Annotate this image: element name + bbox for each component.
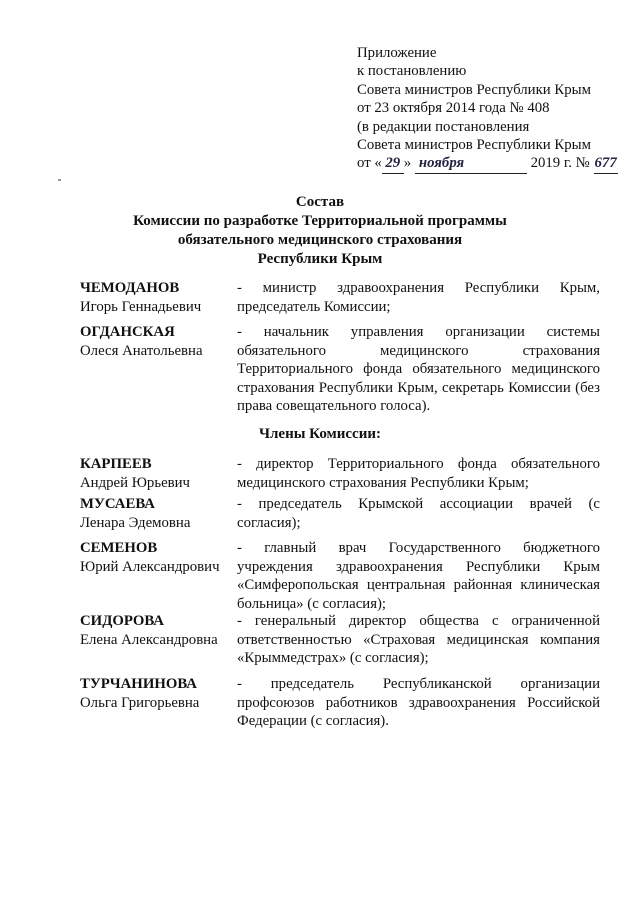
member-role: - председатель Республиканской организации профсоюзов работников здравоохранения Российской Федерации (с согласия). — [237, 676, 600, 730]
appendix-line: Совета министров Республики Крым — [357, 81, 591, 98]
member-surname: ЧЕМОДАНОВ — [80, 280, 180, 296]
member-role: - главный врач Государственного бюджетного учреждения здравоохранения Республики Крым «Симферопольская центральная районная клиническая больница» (с согласия); — [237, 540, 600, 612]
member-role: - председатель Крымской ассоциации врачей (с согласия); — [237, 496, 600, 531]
scan-speck — [58, 179, 61, 181]
appendix-line: к постановлению — [357, 63, 467, 80]
title-line: Республики Крым — [257, 251, 383, 267]
appendix-line: от 23 октября 2014 года № 408 — [357, 100, 550, 117]
member-name: Ольга Григорьевна — [80, 694, 200, 711]
title-line: Состав — [295, 194, 345, 210]
member-name: Игорь Геннадьевич — [80, 298, 202, 315]
member-role: - начальник управления организации системы обязательного медицинского страхования Территориального фонда обязательного медицинского страхования Республики Крым, секретарь Комиссии (без права совещательного голоса). — [237, 324, 600, 415]
member-name: Андрей Юрьевич — [80, 474, 190, 491]
member-name: Олеся Анатольевна — [80, 342, 203, 359]
appendix-line: Совета министров Республики Крым — [357, 137, 591, 154]
member-role: - министр здравоохранения Республики Крым, председатель Комиссии; — [237, 280, 600, 315]
member-name: Елена Александровна — [80, 631, 218, 648]
title-line: обязательного медицинского страхования — [177, 232, 463, 248]
appendix-header — [357, 44, 618, 174]
handwritten-day: 29 — [382, 154, 404, 173]
date-year: 2019 г. № — [530, 155, 590, 172]
member-name: Юрий Александрович — [80, 558, 220, 575]
member-surname: КАРПЕЕВ — [80, 456, 152, 472]
member-surname: ТУРЧАНИНОВА — [80, 676, 197, 692]
handwritten-month: ноября — [415, 154, 527, 173]
appendix-line: Приложение — [357, 45, 437, 61]
member-name: Ленара Эдемовна — [80, 514, 191, 531]
member-surname: МУСАЕВА — [80, 496, 155, 512]
appendix-line: (в редакции постановления — [357, 118, 530, 135]
handwritten-number: 677 — [594, 154, 618, 173]
document-title — [0, 193, 640, 269]
members-heading: Члены Комиссии: — [259, 426, 381, 442]
appendix-date-line — [357, 154, 618, 173]
member-surname: СИДОРОВА — [80, 613, 164, 629]
date-prefix: от « — [357, 155, 382, 172]
title-line: Комиссии по разработке Территориальной программы — [133, 213, 507, 229]
member-role: - генеральный директор общества с ограниченной ответственностью «Страховая медицинская компания «Крыммедстрах» (с согласия); — [237, 613, 600, 667]
member-surname: ОГДАНСКАЯ — [80, 324, 175, 340]
member-surname: СЕМЕНОВ — [80, 540, 158, 556]
member-role: - директор Территориального фонда обязательного медицинского страхования Республики Крым; — [237, 456, 600, 491]
date-day-close: » — [403, 155, 412, 172]
